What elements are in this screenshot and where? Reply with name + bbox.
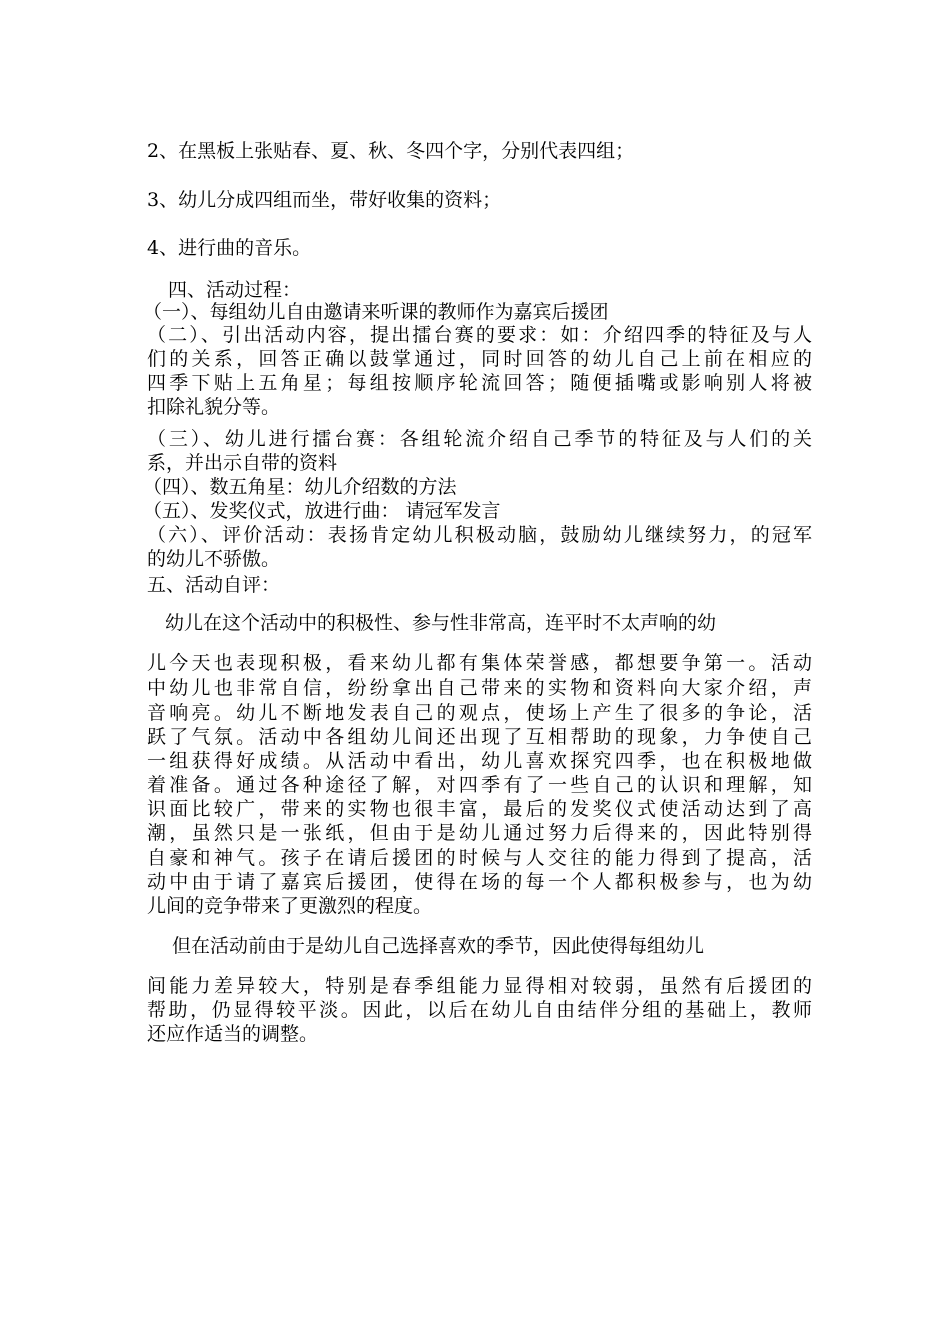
evaluation-paragraph-1-line-1: 幼儿在这个活动中的积极性、参与性非常高，连平时不太声响的幼 bbox=[165, 612, 717, 634]
process-step-5: （五）、发奖仪式，放进行曲： 请冠军发言 bbox=[143, 500, 501, 522]
process-step-6-line-2: 的幼儿不骄傲。 bbox=[147, 548, 281, 570]
evaluation-paragraph-2-line-2: 间能力差异较大，特别是春季组能力显得相对较弱，虽然有后援团的 bbox=[147, 975, 812, 997]
evaluation-paragraph-1-line-9: 潮，虽然只是一张纸，但由于是幼儿通过努力后得来的，因此特别得 bbox=[147, 822, 812, 844]
material-item-4: 4、进行曲的音乐。 bbox=[147, 237, 312, 259]
material-item-3: 3、幼儿分成四组而坐，带好收集的资料； bbox=[147, 189, 502, 211]
evaluation-paragraph-1-line-10: 自豪和神气。孩子在请后援团的时候与人交往的能力得到了提高，活 bbox=[147, 847, 812, 869]
evaluation-paragraph-1-line-11: 动中由于请了嘉宾后援团，使得在场的每一个人都积极参与，也为幼 bbox=[147, 871, 812, 893]
process-step-2-line-3: 四季下贴上五角星；每组按顺序轮流回答；随便插嘴或影响别人将被 bbox=[147, 372, 812, 394]
process-step-2-line-1: （二）、引出活动内容，提出擂台赛的要求：如：介绍四季的特征及与人 bbox=[147, 324, 812, 346]
section-heading-process: 四、活动过程： bbox=[168, 279, 302, 301]
process-step-6-line-1: （六）、评价活动：表扬肯定幼儿积极动脑，鼓励幼儿继续努力，的冠军 bbox=[147, 524, 812, 546]
evaluation-paragraph-2-line-1: 但在活动前由于是幼儿自己选择喜欢的季节，因此使得每组幼儿 bbox=[172, 935, 705, 957]
evaluation-paragraph-1-line-3: 中幼儿也非常自信，纷纷拿出自己带来的实物和资料向大家介绍，声 bbox=[147, 677, 812, 699]
evaluation-paragraph-2-line-3: 帮助，仍显得较平淡。因此，以后在幼儿自由结伴分组的基础上，教师 bbox=[147, 999, 812, 1021]
evaluation-paragraph-1-line-12: 儿间的竞争带来了更激烈的程度。 bbox=[147, 895, 433, 917]
evaluation-paragraph-1-line-6: 一组获得好成绩。从活动中看出，幼儿喜欢探究四季，也在积极地做 bbox=[147, 750, 812, 772]
evaluation-paragraph-1-line-5: 跃了气氛。活动中各组幼儿间还出现了互相帮助的现象，力争使自己 bbox=[147, 726, 812, 748]
process-step-4: （四）、数五角星：幼儿介绍数的方法 bbox=[143, 476, 457, 498]
evaluation-paragraph-1-line-8: 识面比较广，带来的实物也很丰富，最后的发奖仪式使活动达到了高 bbox=[147, 798, 812, 820]
section-heading-evaluation: 五、活动自评： bbox=[147, 574, 281, 596]
evaluation-paragraph-2-line-4: 还应作适当的调整。 bbox=[147, 1023, 319, 1045]
process-step-2-line-4: 扣除礼貌分等。 bbox=[147, 396, 281, 418]
process-step-3-line-1: （三）、幼儿进行擂台赛：各组轮流介绍自己季节的特征及与人们的关 bbox=[147, 428, 812, 450]
evaluation-paragraph-1-line-2: 儿今天也表现积极，看来幼儿都有集体荣誉感，都想要争第一。活动 bbox=[147, 652, 812, 674]
process-step-1: （一）、每组幼儿自由邀请来听课的教师作为嘉宾后援团 bbox=[143, 301, 609, 323]
material-item-2: 2、在黑板上张贴春、夏、秋、冬四个字，分别代表四组； bbox=[147, 140, 635, 162]
evaluation-paragraph-1-line-7: 着准备。通过各种途径了解，对四季有了一些自己的认识和理解，知 bbox=[147, 774, 812, 796]
process-step-2-line-2: 们的关系，回答正确以鼓掌通过，同时回答的幼儿自己上前在相应的 bbox=[147, 348, 812, 370]
evaluation-paragraph-1-line-4: 音响亮。幼儿不断地发表自己的观点，使场上产生了很多的争论，活 bbox=[147, 702, 812, 724]
process-step-3-line-2: 系，并出示自带的资料 bbox=[147, 452, 338, 474]
